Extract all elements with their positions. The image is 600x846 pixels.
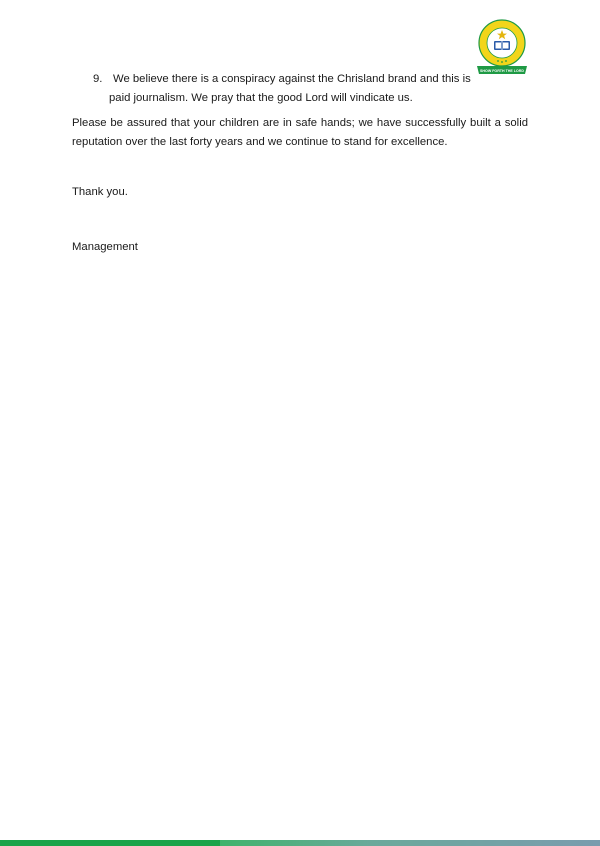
assurance-paragraph: Please be assured that your children are in safe hands; we have successfully built a solid reputation over the last forty years and we continue to stand for excellence.: [72, 117, 528, 148]
signature: Management: [72, 241, 138, 253]
list-item-text-line1: We believe there is a conspiracy against the Chrisland brand and this is: [113, 73, 471, 85]
chrisland-school-crest-icon: [474, 18, 530, 80]
school-logo: [474, 18, 530, 80]
footer-bar-gradient: [220, 840, 600, 846]
list-item-text-line2: paid journalism. We pray that the good Lord will vindicate us.: [109, 92, 413, 104]
footer-bar-green: [0, 840, 220, 846]
svg-text:SHOW FORTH THE LORD: SHOW FORTH THE LORD: [480, 69, 524, 73]
closing-text: Thank you.: [72, 186, 128, 198]
footer-color-bar: [0, 840, 600, 846]
list-item-number: 9.: [93, 73, 103, 85]
